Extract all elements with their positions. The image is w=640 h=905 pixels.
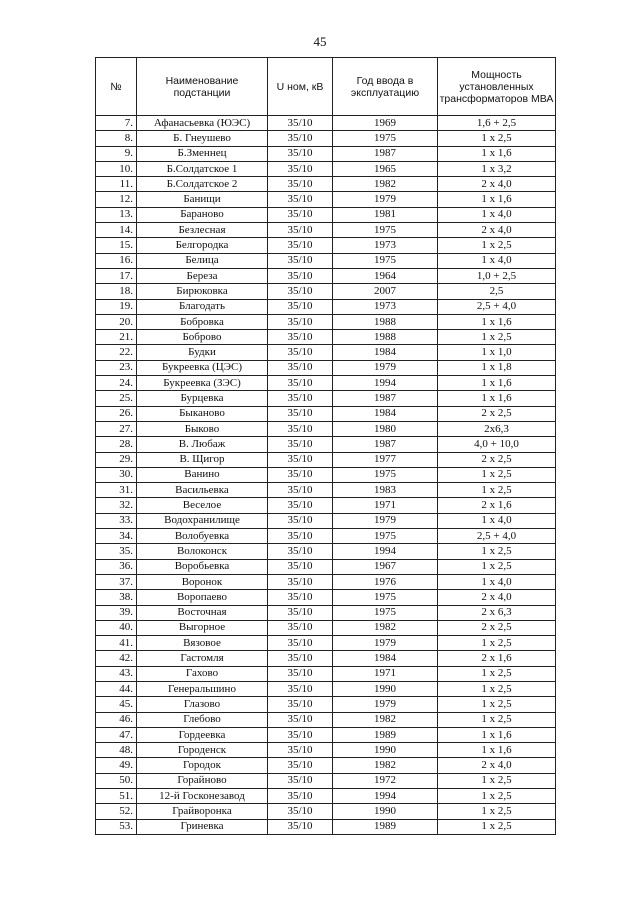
substation-name: Горайново [137,773,268,788]
nominal-voltage: 35/10 [268,773,333,788]
nominal-voltage: 35/10 [268,253,333,268]
row-number: 12. [96,192,137,207]
commissioning-year: 1964 [333,268,438,283]
nominal-voltage: 35/10 [268,467,333,482]
commissioning-year: 1979 [333,513,438,528]
transformer-capacity: 1 х 2,5 [438,544,556,559]
substation-name: Афанасьевка (ЮЭС) [137,116,268,131]
row-number: 44. [96,681,137,696]
table-row [96,391,556,406]
nominal-voltage: 35/10 [268,146,333,161]
row-number: 7. [96,116,137,131]
commissioning-year: 1973 [333,299,438,314]
table-row [96,376,556,391]
nominal-voltage: 35/10 [268,529,333,544]
substation-name: Б.Солдатское 2 [137,177,268,192]
transformer-capacity: 1,6 + 2,5 [438,116,556,131]
nominal-voltage: 35/10 [268,804,333,819]
transformer-capacity: 1 х 1,6 [438,146,556,161]
nominal-voltage: 35/10 [268,177,333,192]
row-number: 40. [96,620,137,635]
row-number: 35. [96,544,137,559]
row-number: 14. [96,223,137,238]
table-row [96,804,556,819]
commissioning-year: 1989 [333,727,438,742]
table-row [96,513,556,528]
substation-name: В. Любаж [137,437,268,452]
commissioning-year: 1975 [333,223,438,238]
transformer-capacity: 2 х 1,6 [438,498,556,513]
commissioning-year: 1990 [333,804,438,819]
row-number: 46. [96,712,137,727]
row-number: 24. [96,376,137,391]
transformer-capacity: 1 х 2,5 [438,131,556,146]
transformer-capacity: 1 х 2,5 [438,636,556,651]
row-number: 48. [96,743,137,758]
transformer-capacity: 1 х 1,6 [438,727,556,742]
commissioning-year: 1990 [333,681,438,696]
commissioning-year: 1980 [333,421,438,436]
header-number: № [96,58,137,116]
row-number: 29. [96,452,137,467]
page-number: 45 [313,34,327,49]
substation-name: Белица [137,253,268,268]
table-row [96,681,556,696]
table-row [96,284,556,299]
table-row [96,406,556,421]
row-number: 32. [96,498,137,513]
transformer-capacity: 2 х 4,0 [438,223,556,238]
commissioning-year: 1987 [333,391,438,406]
header-transformer-capacity: Мощность установленных трансформаторов МВА [438,58,556,116]
table-row [96,727,556,742]
table-row [96,314,556,329]
row-number: 38. [96,590,137,605]
commissioning-year: 1979 [333,360,438,375]
table-row [96,253,556,268]
transformer-capacity: 1 х 2,5 [438,712,556,727]
commissioning-year: 1973 [333,238,438,253]
substation-name: Грайворонка [137,804,268,819]
commissioning-year: 1981 [333,207,438,222]
nominal-voltage: 35/10 [268,131,333,146]
commissioning-year: 1969 [333,116,438,131]
table-row [96,789,556,804]
nominal-voltage: 35/10 [268,498,333,513]
row-number: 22. [96,345,137,360]
commissioning-year: 1971 [333,666,438,681]
table-row [96,146,556,161]
substation-name: Вязовое [137,636,268,651]
nominal-voltage: 35/10 [268,666,333,681]
row-number: 42. [96,651,137,666]
nominal-voltage: 35/10 [268,544,333,559]
row-number: 17. [96,268,137,283]
row-number: 34. [96,529,137,544]
transformer-capacity: 1 х 4,0 [438,207,556,222]
transformer-capacity: 2 х 1,6 [438,651,556,666]
commissioning-year: 1975 [333,605,438,620]
table-row [96,529,556,544]
transformer-capacity: 2 х 6,3 [438,605,556,620]
row-number: 26. [96,406,137,421]
commissioning-year: 1972 [333,773,438,788]
table-row [96,207,556,222]
nominal-voltage: 35/10 [268,712,333,727]
commissioning-year: 1983 [333,483,438,498]
transformer-capacity: 1 х 1,8 [438,360,556,375]
commissioning-year: 1982 [333,758,438,773]
table-row [96,574,556,589]
table-row [96,559,556,574]
row-number: 9. [96,146,137,161]
commissioning-year: 1990 [333,743,438,758]
table-row [96,192,556,207]
commissioning-year: 1979 [333,697,438,712]
row-number: 20. [96,314,137,329]
substations-table [95,57,556,835]
commissioning-year: 1984 [333,651,438,666]
substation-name: Воропаево [137,590,268,605]
row-number: 25. [96,391,137,406]
row-number: 47. [96,727,137,742]
table-row [96,177,556,192]
transformer-capacity: 2 х 4,0 [438,758,556,773]
transformer-capacity: 1 х 2,5 [438,483,556,498]
nominal-voltage: 35/10 [268,605,333,620]
commissioning-year: 1979 [333,636,438,651]
transformer-capacity: 1,0 + 2,5 [438,268,556,283]
table-row [96,620,556,635]
commissioning-year: 1988 [333,330,438,345]
transformer-capacity: 1 х 4,0 [438,253,556,268]
commissioning-year: 1975 [333,131,438,146]
transformer-capacity: 1 х 2,5 [438,804,556,819]
commissioning-year: 1982 [333,177,438,192]
substation-name: Бирюковка [137,284,268,299]
nominal-voltage: 35/10 [268,681,333,696]
table-row [96,299,556,314]
nominal-voltage: 35/10 [268,207,333,222]
commissioning-year: 1965 [333,161,438,176]
row-number: 21. [96,330,137,345]
substation-name: Букреевка (ЦЭС) [137,360,268,375]
nominal-voltage: 35/10 [268,452,333,467]
nominal-voltage: 35/10 [268,360,333,375]
nominal-voltage: 35/10 [268,406,333,421]
table-row [96,116,556,131]
transformer-capacity: 2 х 4,0 [438,590,556,605]
nominal-voltage: 35/10 [268,238,333,253]
substation-name: Быково [137,421,268,436]
nominal-voltage: 35/10 [268,574,333,589]
table-row [96,773,556,788]
substation-name: Ванино [137,467,268,482]
substation-name: Глебово [137,712,268,727]
row-number: 15. [96,238,137,253]
substation-name: Б.Зменнец [137,146,268,161]
commissioning-year: 1987 [333,146,438,161]
nominal-voltage: 35/10 [268,743,333,758]
transformer-capacity: 1 х 1,6 [438,192,556,207]
commissioning-year: 2007 [333,284,438,299]
table-row [96,590,556,605]
transformer-capacity: 1 х 2,5 [438,559,556,574]
substation-name: Генеральшино [137,681,268,696]
transformer-capacity: 1 х 2,5 [438,238,556,253]
table-row [96,330,556,345]
nominal-voltage: 35/10 [268,223,333,238]
substation-name: Б. Гнеушево [137,131,268,146]
commissioning-year: 1994 [333,789,438,804]
row-number: 16. [96,253,137,268]
table-row [96,223,556,238]
commissioning-year: 1994 [333,544,438,559]
substation-name: Белгородка [137,238,268,253]
substation-name: Волоконск [137,544,268,559]
substation-name: 12-й Госконезавод [137,789,268,804]
commissioning-year: 1988 [333,314,438,329]
nominal-voltage: 35/10 [268,391,333,406]
commissioning-year: 1975 [333,253,438,268]
commissioning-year: 1967 [333,559,438,574]
table-header-row [96,58,556,116]
substation-name: Волобуевка [137,529,268,544]
table-row [96,268,556,283]
nominal-voltage: 35/10 [268,192,333,207]
substation-name: Б.Солдатское 1 [137,161,268,176]
substation-name: Восточная [137,605,268,620]
row-number: 11. [96,177,137,192]
substation-name: Воронок [137,574,268,589]
substation-name: Бобровка [137,314,268,329]
table-row [96,467,556,482]
table-row [96,651,556,666]
nominal-voltage: 35/10 [268,727,333,742]
transformer-capacity: 2 х 2,5 [438,406,556,421]
nominal-voltage: 35/10 [268,789,333,804]
table-row [96,697,556,712]
row-number: 52. [96,804,137,819]
table-row [96,605,556,620]
transformer-capacity: 1 х 4,0 [438,574,556,589]
nominal-voltage: 35/10 [268,697,333,712]
row-number: 45. [96,697,137,712]
commissioning-year: 1984 [333,406,438,421]
row-number: 53. [96,819,137,834]
nominal-voltage: 35/10 [268,590,333,605]
table-row [96,743,556,758]
table-row [96,421,556,436]
nominal-voltage: 35/10 [268,330,333,345]
transformer-capacity: 2 х 2,5 [438,452,556,467]
row-number: 43. [96,666,137,681]
row-number: 49. [96,758,137,773]
transformer-capacity: 2,5 [438,284,556,299]
substation-name: Быканово [137,406,268,421]
row-number: 19. [96,299,137,314]
transformer-capacity: 1 х 1,6 [438,391,556,406]
nominal-voltage: 35/10 [268,559,333,574]
substation-name: Городенск [137,743,268,758]
table-row [96,437,556,452]
transformer-capacity: 1 х 2,5 [438,330,556,345]
substation-name: Городок [137,758,268,773]
substation-name: Глазово [137,697,268,712]
transformer-capacity: 1 х 2,5 [438,666,556,681]
table-row [96,758,556,773]
row-number: 31. [96,483,137,498]
substation-name: Боброво [137,330,268,345]
commissioning-year: 1984 [333,345,438,360]
table-row [96,131,556,146]
nominal-voltage: 35/10 [268,819,333,834]
transformer-capacity: 1 х 2,5 [438,697,556,712]
transformer-capacity: 1 х 1,0 [438,345,556,360]
substation-name: Воробьевка [137,559,268,574]
commissioning-year: 1975 [333,590,438,605]
table-row [96,712,556,727]
nominal-voltage: 35/10 [268,345,333,360]
commissioning-year: 1975 [333,529,438,544]
nominal-voltage: 35/10 [268,437,333,452]
table-row [96,345,556,360]
transformer-capacity: 2х6,3 [438,421,556,436]
nominal-voltage: 35/10 [268,314,333,329]
transformer-capacity: 1 х 2,5 [438,681,556,696]
table-row [96,452,556,467]
row-number: 30. [96,467,137,482]
row-number: 39. [96,605,137,620]
nominal-voltage: 35/10 [268,376,333,391]
row-number: 13. [96,207,137,222]
table-row [96,544,556,559]
substation-name: Безлесная [137,223,268,238]
transformer-capacity: 1 х 3,2 [438,161,556,176]
transformer-capacity: 1 х 2,5 [438,773,556,788]
transformer-capacity: 1 х 4,0 [438,513,556,528]
transformer-capacity: 1 х 2,5 [438,789,556,804]
commissioning-year: 1976 [333,574,438,589]
commissioning-year: 1989 [333,819,438,834]
substation-name: Гахово [137,666,268,681]
nominal-voltage: 35/10 [268,421,333,436]
transformer-capacity: 1 х 2,5 [438,819,556,834]
row-number: 28. [96,437,137,452]
substation-name: В. Щигор [137,452,268,467]
table-row [96,636,556,651]
nominal-voltage: 35/10 [268,483,333,498]
header-substation-name: Наименование подстанции [137,58,268,116]
row-number: 36. [96,559,137,574]
transformer-capacity: 2,5 + 4,0 [438,299,556,314]
commissioning-year: 1994 [333,376,438,391]
row-number: 51. [96,789,137,804]
substation-name: Гордеевка [137,727,268,742]
row-number: 23. [96,360,137,375]
row-number: 27. [96,421,137,436]
substation-name: Гастомля [137,651,268,666]
row-number: 37. [96,574,137,589]
transformer-capacity: 1 х 1,6 [438,743,556,758]
transformer-capacity: 1 х 2,5 [438,467,556,482]
substation-name: Веселое [137,498,268,513]
table-row [96,666,556,681]
nominal-voltage: 35/10 [268,513,333,528]
header-nominal-voltage: U ном, кВ [268,58,333,116]
commissioning-year: 1987 [333,437,438,452]
commissioning-year: 1975 [333,467,438,482]
row-number: 41. [96,636,137,651]
substation-name: Букреевка (ЗЭС) [137,376,268,391]
nominal-voltage: 35/10 [268,116,333,131]
nominal-voltage: 35/10 [268,651,333,666]
nominal-voltage: 35/10 [268,299,333,314]
transformer-capacity: 1 х 1,6 [438,314,556,329]
row-number: 33. [96,513,137,528]
table-row [96,819,556,834]
commissioning-year: 1979 [333,192,438,207]
header-commissioning-year: Год ввода в эксплуатацию [333,58,438,116]
row-number: 8. [96,131,137,146]
transformer-capacity: 2 х 2,5 [438,620,556,635]
substation-name: Водохранилище [137,513,268,528]
substation-name: Гриневка [137,819,268,834]
nominal-voltage: 35/10 [268,758,333,773]
table-row [96,161,556,176]
substation-name: Бараново [137,207,268,222]
table-row [96,360,556,375]
substation-name: Благодать [137,299,268,314]
nominal-voltage: 35/10 [268,636,333,651]
commissioning-year: 1982 [333,620,438,635]
commissioning-year: 1971 [333,498,438,513]
transformer-capacity: 1 х 1,6 [438,376,556,391]
row-number: 18. [96,284,137,299]
nominal-voltage: 35/10 [268,161,333,176]
commissioning-year: 1977 [333,452,438,467]
substation-name: Береза [137,268,268,283]
transformer-capacity: 4,0 + 10,0 [438,437,556,452]
substation-name: Бурцевка [137,391,268,406]
substation-name: Будки [137,345,268,360]
table-row [96,238,556,253]
table-row [96,483,556,498]
nominal-voltage: 35/10 [268,620,333,635]
row-number: 50. [96,773,137,788]
nominal-voltage: 35/10 [268,268,333,283]
substation-name: Банищи [137,192,268,207]
substation-name: Выгорное [137,620,268,635]
transformer-capacity: 2,5 + 4,0 [438,529,556,544]
row-number: 10. [96,161,137,176]
substation-name: Васильевка [137,483,268,498]
transformer-capacity: 2 х 4,0 [438,177,556,192]
nominal-voltage: 35/10 [268,284,333,299]
commissioning-year: 1982 [333,712,438,727]
table-row [96,498,556,513]
